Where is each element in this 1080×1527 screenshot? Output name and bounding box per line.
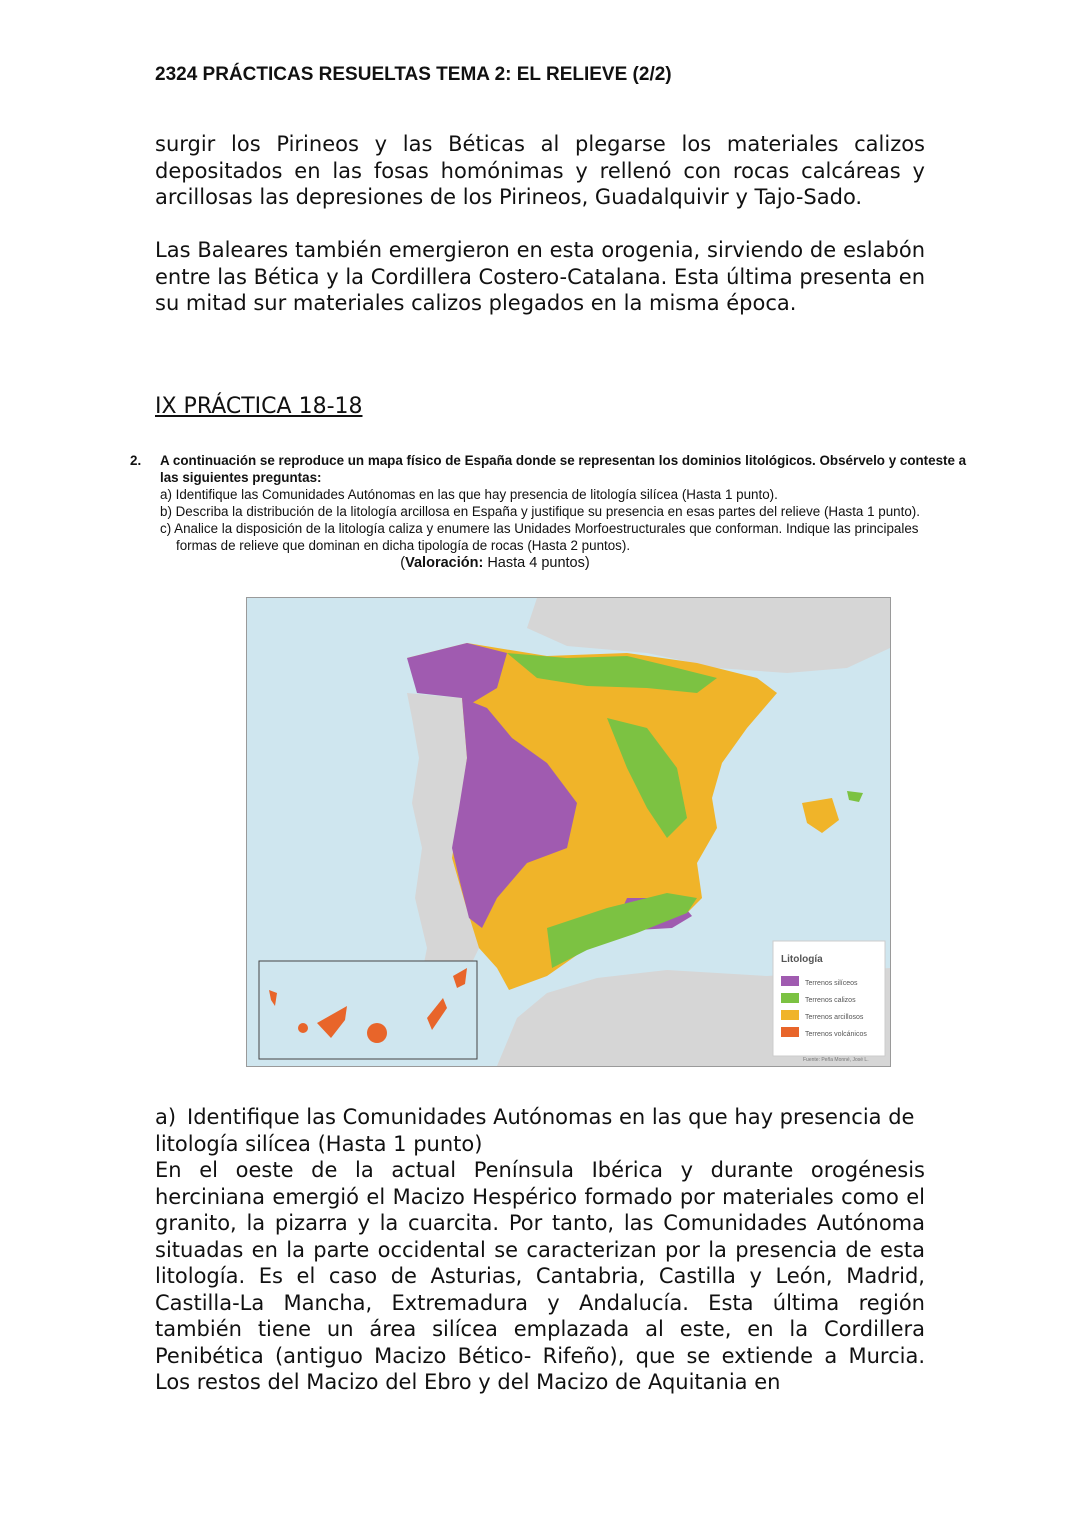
answer-a-question	[155, 1104, 925, 1157]
spain-map-graphic	[247, 598, 890, 1066]
legend-label-volcanico: Terrenos volcánicos	[805, 1031, 867, 1038]
question-item-c-cont: formas de relieve que dominan en dicha tipología de rocas (Hasta 2 puntos).	[176, 538, 631, 553]
question-intro: A continuación se reproduce un mapa físico de España donde se representan los dominios litológicos. Obsérvelo y conteste a las siguientes preguntas:	[160, 453, 967, 485]
legend-swatch-siliceo	[781, 976, 799, 986]
practica-title: IX PRÁCTICA 18-18	[155, 394, 363, 419]
answer-a-question-text: Identifique las Comunidades Autónomas en las que hay presencia de litología silícea (Hasta 1 punto)	[155, 1105, 915, 1156]
legend-swatch-calizo	[781, 993, 799, 1003]
valoracion-open: (	[400, 555, 406, 571]
answer-a-label: a)	[155, 1105, 177, 1129]
question-number: 2.	[130, 453, 142, 468]
legend-label-calizo: Terrenos calizos	[805, 997, 856, 1004]
valoracion-value: Hasta 4 puntos)	[483, 555, 590, 571]
question-item-b: b) Describa la distribución de la litología arcillosa en España y justifique su presencia en esas partes del relieve (Hasta 1 punto).	[160, 504, 920, 519]
paragraph-baleares: Las Baleares también emergieron en esta orogenia, sirviendo de eslabón entre las Bética y la Cordillera Costero-Catalana. Esta última presenta en su mitad sur materiales calizos plegados en la misma época.	[155, 238, 925, 315]
answer-a-text: En el oeste de la actual Península Ibérica y durante orogénesis herciniana emergió el Macizo Hespérico formado por materiales como el granito, la pizarra y la cuarcita. Por tanto, las Comunidades Autónoma situadas en la parte occidental se caracterizan por la presencia de esta litología. Es el caso de Asturias, Cantabria, Castilla y León, Madrid, Castilla-La Mancha, Extremadura y Andalucía. Esta última región también tiene un área silícea emplazada al este, en la Cordillera Penibética (antiguo Macizo Bético- Rifeño), que se extiende a Murcia. Los restos del Macizo del Ebro y del Macizo de Aquitania en	[155, 1158, 925, 1394]
paragraph-continuation: surgir los Pirineos y las Béticas al plegarse los materiales calizos depositados en las fosas homónimas y rellenó con rocas calcáreas y arcillosas las depresiones de los Pirineos, Guadalquivir y Tajo-Sado.	[155, 132, 925, 209]
map-source: Fuente: Peña Monné, José L.	[803, 1057, 869, 1063]
lithology-map	[246, 597, 891, 1067]
valoracion-label: Valoración:	[405, 555, 484, 571]
legend-swatch-volcanico	[781, 1027, 799, 1037]
legend-label-siliceo: Terrenos silíceos	[805, 980, 858, 987]
legend-title: Litología	[781, 954, 823, 965]
answer-a	[155, 1104, 925, 1396]
legend-label-arcilloso: Terrenos arcillosos	[805, 1014, 864, 1021]
gran-canaria-island	[367, 1023, 387, 1043]
question-valoracion	[130, 555, 970, 572]
el-hierro-island	[298, 1023, 308, 1033]
page-header: 2324 PRÁCTICAS RESUELTAS TEMA 2: EL RELIEVE (2/2)	[155, 64, 672, 85]
legend-swatch-arcilloso	[781, 1010, 799, 1020]
question-item-a: a) Identifique las Comunidades Autónomas en las que hay presencia de litología silícea (Hasta 1 punto).	[160, 487, 778, 502]
question-item-c: c) Analice la disposición de la litología caliza y enumere las Unidades Morfoestructurales que conforman. Indique las principales	[160, 521, 919, 536]
exam-question	[130, 452, 970, 572]
